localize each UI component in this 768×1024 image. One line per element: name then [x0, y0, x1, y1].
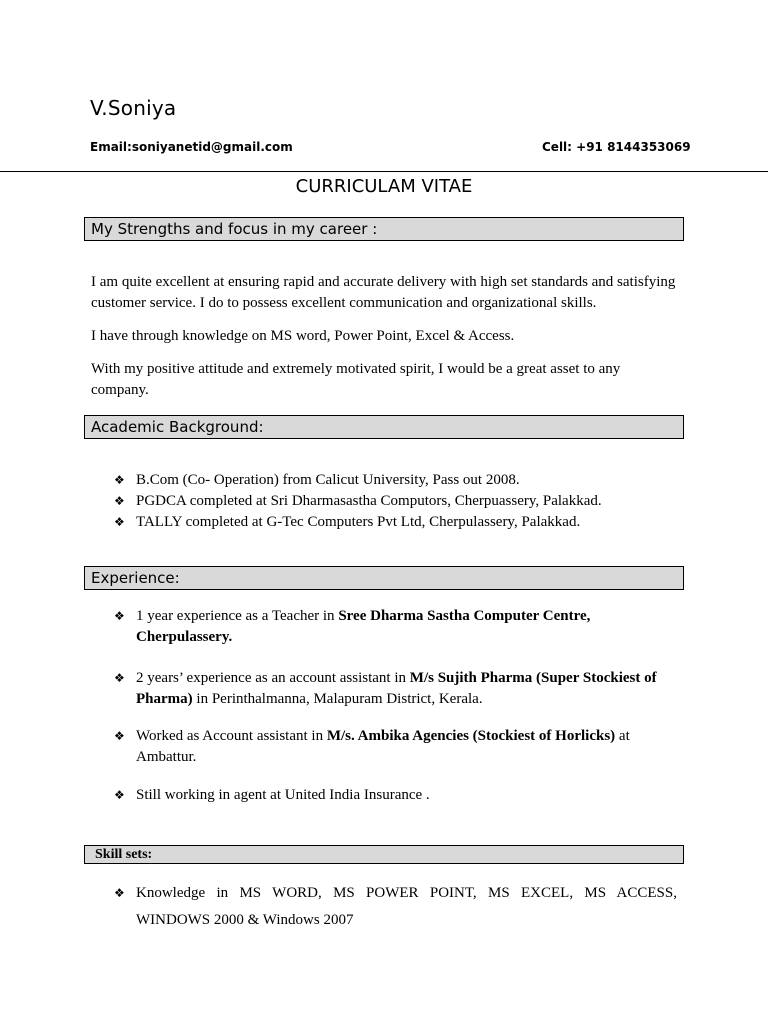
strengths-paragraph-1: I am quite excellent at ensuring rapid and accurate delivery with high set standards and satisfying customer service. I do to possess excellent communication and organizational skills.: [91, 274, 676, 311]
employer-name: Sree Dharma Sastha Computer Centre, Cherpulassery.: [136, 608, 591, 645]
list-item-text: in Perinthalmanna, Malapuram District, Kerala.: [192, 691, 483, 707]
skills-list: [114, 880, 677, 934]
diamond-bullet-icon: ❖: [114, 729, 125, 743]
section-heading-strengths: [84, 217, 684, 241]
list-item-text: Still working in agent at United India Insurance .: [136, 787, 430, 803]
document-title: CURRICULAM VITAE: [295, 176, 473, 197]
diamond-bullet-icon: ❖: [114, 886, 125, 900]
section-heading-text: Experience:: [91, 569, 180, 587]
employer-name: M/s Sujith Pharma (Super Stockiest of Pharma): [136, 670, 657, 707]
cell-number: Cell: +91 8144353069: [542, 140, 691, 154]
experience-list: [114, 668, 674, 710]
list-item-text: at Ambattur.: [136, 728, 630, 765]
diamond-bullet-icon: ❖: [114, 473, 125, 487]
list-item: [114, 491, 684, 512]
diamond-bullet-icon: ❖: [114, 671, 125, 685]
list-item-text: TALLY completed at G-Tec Computers Pvt Ltd, Cherpulassery, Palakkad.: [136, 514, 581, 530]
list-item: [114, 512, 684, 533]
diamond-bullet-icon: ❖: [114, 788, 125, 802]
list-item: [114, 785, 674, 806]
list-item-text: 2 years’ experience as an account assistant in: [136, 670, 410, 686]
header-divider: [0, 171, 768, 172]
section-heading-text: Academic Background:: [91, 418, 264, 436]
experience-list: [114, 785, 674, 806]
employer-name: M/s. Ambika Agencies (Stockiest of Horlicks): [326, 728, 616, 744]
list-item: [114, 470, 684, 491]
academic-list: [114, 470, 684, 533]
diamond-bullet-icon: ❖: [114, 515, 125, 529]
list-item-text: Worked as Account assistant in: [136, 728, 327, 744]
diamond-bullet-icon: ❖: [114, 609, 125, 623]
strengths-paragraph-3: With my positive attitude and extremely motivated spirit, I would be a great asset to any company.: [91, 361, 621, 398]
section-heading-text: My Strengths and focus in my career :: [91, 220, 378, 238]
strengths-paragraph-2: I have through knowledge on MS word, Power Point, Excel & Access.: [91, 328, 515, 344]
candidate-name: V.Soniya: [90, 96, 177, 120]
list-item: [114, 606, 674, 648]
list-item: [114, 880, 677, 934]
section-heading-experience: [84, 566, 684, 590]
list-item: [114, 726, 674, 768]
experience-list: [114, 606, 674, 648]
list-item-text: PGDCA completed at Sri Dharmasastha Computors, Cherpuassery, Palakkad.: [136, 493, 602, 509]
list-item-text: 1 year experience as a Teacher in: [136, 608, 339, 624]
section-heading-academic: [84, 415, 684, 439]
section-heading-skills: [84, 845, 684, 864]
list-item: [114, 668, 674, 710]
diamond-bullet-icon: ❖: [114, 494, 125, 508]
list-item-text: B.Com (Co- Operation) from Calicut University, Pass out 2008.: [136, 472, 520, 488]
section-heading-text: Skill sets:: [95, 847, 153, 862]
experience-list: [114, 726, 674, 768]
email-address: Email:soniyanetid@gmail.com: [90, 140, 293, 154]
list-item-text: Knowledge in MS WORD, MS POWER POINT, MS EXCEL, MS ACCESS, WINDOWS 2000 & Windows 2007: [136, 885, 677, 928]
